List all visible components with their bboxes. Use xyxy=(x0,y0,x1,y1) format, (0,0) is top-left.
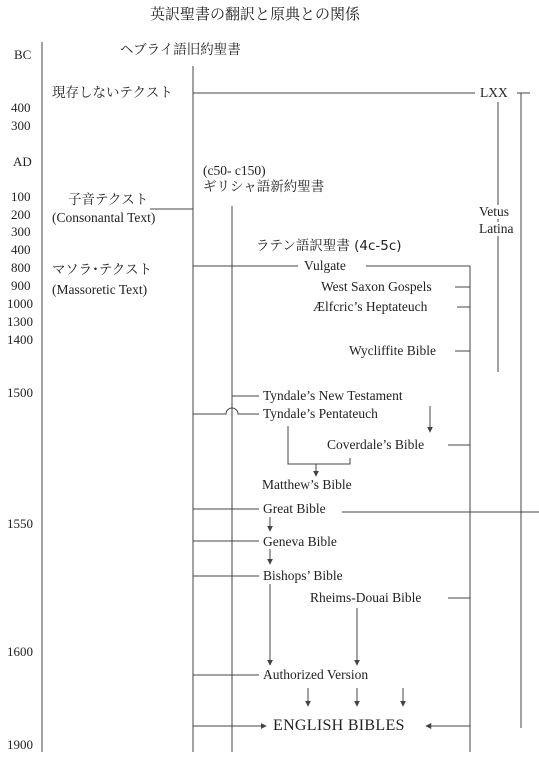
geneva-label: Geneva Bible xyxy=(263,534,337,549)
greek-nt-dates: (c50- c150) xyxy=(203,163,266,178)
tyndale-pentateuch-label: Tyndale’s Pentateuch xyxy=(263,406,378,421)
timeline-label: 1900 xyxy=(7,737,33,752)
diagram-title: 英訳聖書の翻訳と原典との関係 xyxy=(150,5,361,23)
timeline-label: 1400 xyxy=(7,332,33,347)
coverdale-label: Coverdale’s Bible xyxy=(327,437,425,452)
vulgate-label: Vulgate xyxy=(304,258,346,273)
timeline-label: 400 xyxy=(11,242,31,257)
matthew-label: Matthew’s Bible xyxy=(262,477,352,492)
masoretic-text-en: (Massoretic Text) xyxy=(52,282,148,297)
timeline-label: 300 xyxy=(11,118,31,133)
tyndale-nt-label: Tyndale’s New Testament xyxy=(263,388,403,403)
authorized-version-label: Authorized Version xyxy=(263,667,369,682)
timeline-label: 200 xyxy=(11,207,31,222)
timeline-label: 1300 xyxy=(7,314,33,329)
greek-nt-header: ギリシャ語新約聖書 xyxy=(203,179,325,195)
consonantal-text-en: (Consonantal Text) xyxy=(52,210,156,225)
bishops-label: Bishops’ Bible xyxy=(263,568,343,583)
hebrew-ot-header: ヘブライ語旧約聖書 xyxy=(120,42,241,58)
west-saxon-label: West Saxon Gospels xyxy=(321,279,432,294)
rheims-douai-label: Rheims-Douai Bible xyxy=(310,590,422,605)
timeline-label: 400 xyxy=(11,100,31,115)
vetus-label: Vetus xyxy=(479,204,509,219)
timeline-label: 1550 xyxy=(7,516,33,531)
aelfric-label: Ælfcric’s Heptateuch xyxy=(313,299,428,314)
timeline-label: 1600 xyxy=(7,644,33,659)
timeline-label: 100 xyxy=(11,189,31,204)
timeline-label: 800 xyxy=(11,260,31,275)
lxx-label: LXX xyxy=(480,85,508,100)
great-bible-label: Great Bible xyxy=(263,501,326,516)
latin-bible-header: ラテン語訳聖書 (4c-5c) xyxy=(256,238,402,254)
tyndale-pent-connector xyxy=(193,408,259,414)
timeline-label: AD xyxy=(13,154,32,169)
consonantal-text-jp: 子音テクスト xyxy=(68,192,149,208)
timeline-label: 300 xyxy=(11,224,31,239)
timeline-label: 1500 xyxy=(7,385,33,400)
lost-texts-label: 現存しないテクスト xyxy=(52,85,173,101)
masoretic-text-jp: マソラ･テクスト xyxy=(52,262,153,278)
timeline-label: BC xyxy=(14,47,32,62)
timeline-label: 1000 xyxy=(7,296,33,311)
latina-label: Latina xyxy=(479,221,514,236)
timeline-label: 900 xyxy=(11,278,31,293)
english-bibles-label: ENGLISH BIBLES xyxy=(273,717,405,734)
wycliffite-label: Wycliffite Bible xyxy=(349,343,437,358)
